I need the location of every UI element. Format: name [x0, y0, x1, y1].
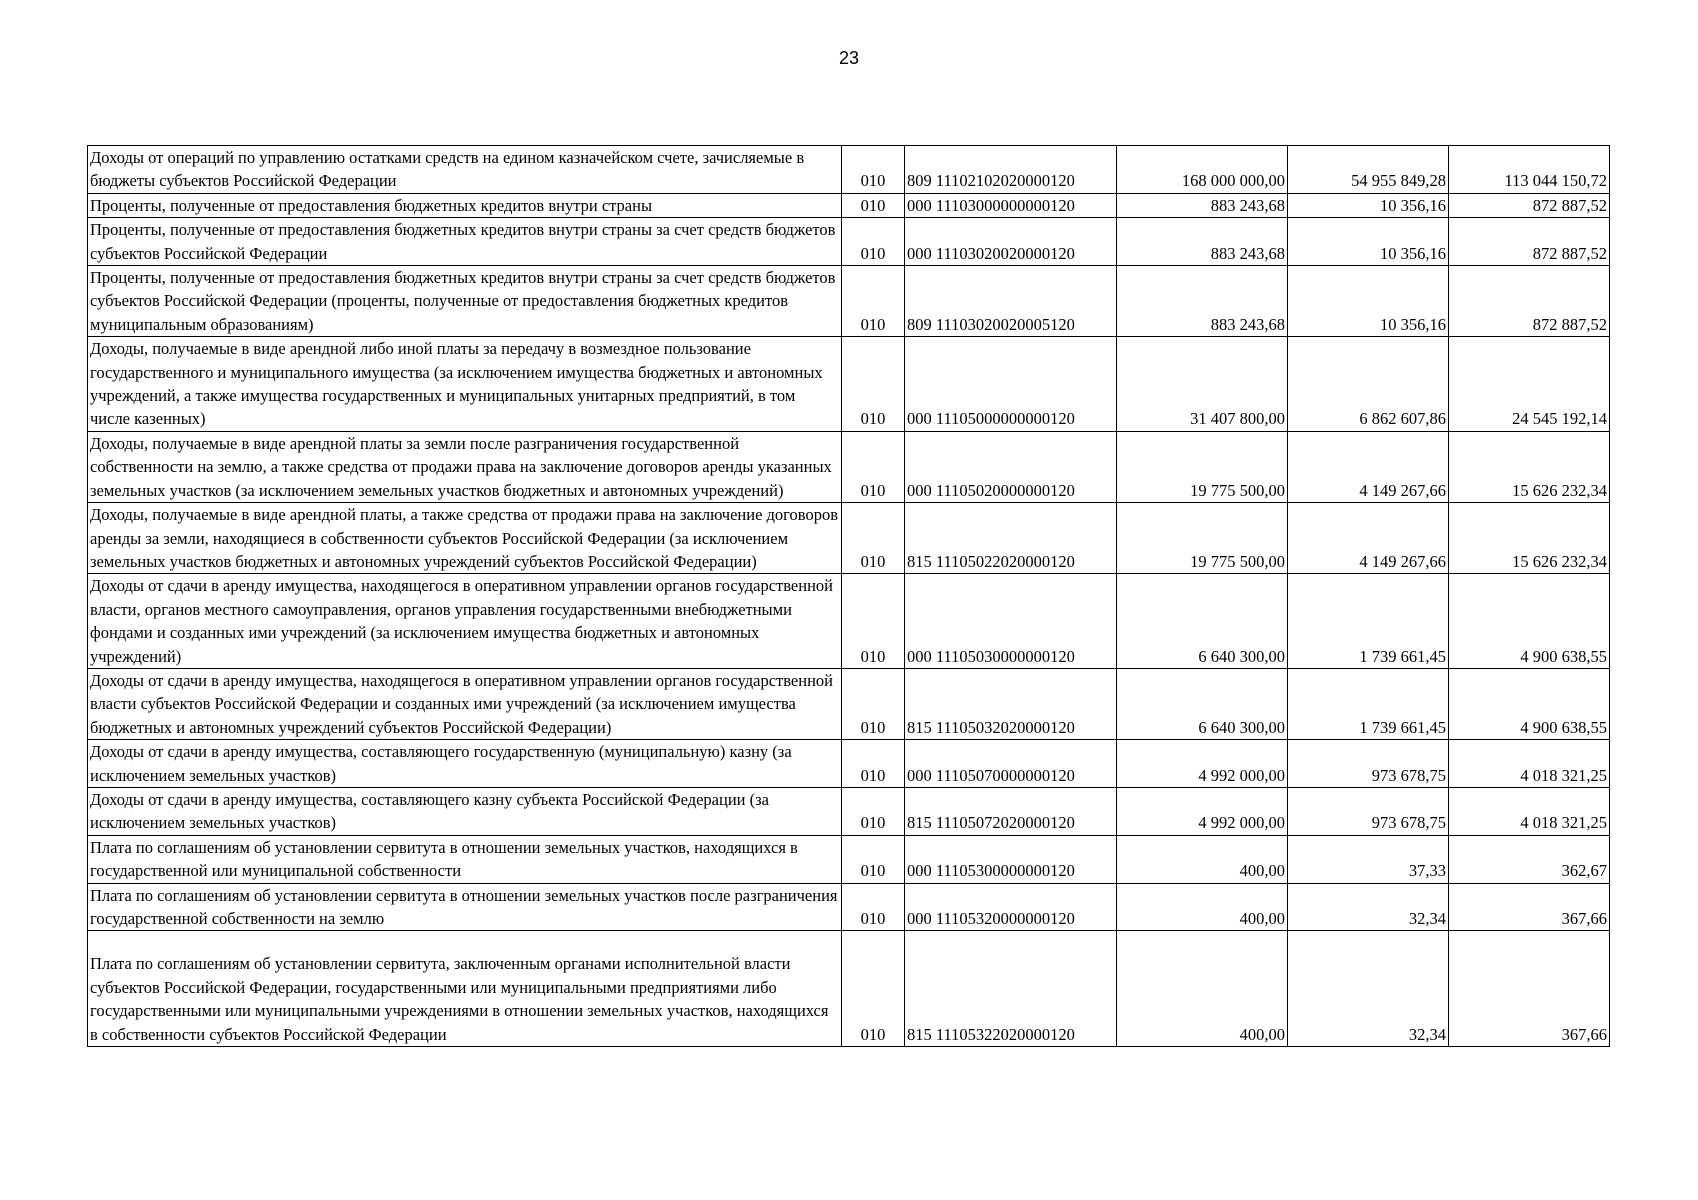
- revenue-name: Доходы, получаемые в виде арендной платы, а также средства от продажи права на заключение договоров аренды за земли, находящиеся в собственности субъектов Российской Федерации (за исключением земельных участков бюджетных и автономных учреждений субъектов Российской Федерации): [88, 503, 842, 574]
- unexecuted-amount: 15 626 232,34: [1449, 503, 1610, 574]
- revenue-name: Доходы, получаемые в виде арендной либо иной платы за передачу в возмездное пользование государственного и муниципального имущества (за исключением имущества бюджетных и автономных учреждений, а также имущества государственных и муниципальных унитарных предприятий, в том числе казенных): [88, 337, 842, 432]
- table-row: [88, 931, 1610, 1047]
- revenue-name: Доходы от сдачи в аренду имущества, составляющего государственную (муниципальную) казну (за исключением земельных участков): [88, 740, 842, 788]
- table-row: [88, 835, 1610, 883]
- unexecuted-amount: 872 887,52: [1449, 266, 1610, 337]
- table-row: [88, 337, 1610, 432]
- table-row: [88, 787, 1610, 835]
- unexecuted-amount: 362,67: [1449, 835, 1610, 883]
- revenue-name: Плата по соглашениям об установлении сервитута, заключенным органами исполнительной власти субъектов Российской Федерации, государственными или муниципальными предприятиями либо государственными или муниципальными учреждениями в отношении земельных участков, находящихся в собственности субъектов Российской Федерации: [88, 931, 842, 1047]
- executed-amount: 973 678,75: [1288, 740, 1449, 788]
- approved-amount: 883 243,68: [1117, 266, 1288, 337]
- revenue-name: Проценты, полученные от предоставления бюджетных кредитов внутри страны за счет средств бюджетов субъектов Российской Федерации: [88, 218, 842, 266]
- table-row: [88, 146, 1610, 194]
- executed-amount: 32,34: [1288, 883, 1449, 931]
- table-row: [88, 740, 1610, 788]
- table-row: [88, 668, 1610, 739]
- revenue-name: Доходы, получаемые в виде арендной платы за земли после разграничения государственной собственности на землю, а также средства от продажи права на заключение договоров аренды указанных земельных участков (за исключением земельных участков бюджетных и автономных учреждений): [88, 431, 842, 502]
- line-code: 010: [842, 668, 905, 739]
- unexecuted-amount: 4 900 638,55: [1449, 668, 1610, 739]
- line-code: 010: [842, 503, 905, 574]
- executed-amount: 10 356,16: [1288, 266, 1449, 337]
- line-code: 010: [842, 835, 905, 883]
- unexecuted-amount: 15 626 232,34: [1449, 431, 1610, 502]
- budget-classification-code: 815 11105072020000120: [905, 787, 1117, 835]
- line-code: 010: [842, 266, 905, 337]
- table-row: [88, 431, 1610, 502]
- approved-amount: 400,00: [1117, 835, 1288, 883]
- budget-classification-code: 815 11105022020000120: [905, 503, 1117, 574]
- approved-amount: 400,00: [1117, 883, 1288, 931]
- approved-amount: 4 992 000,00: [1117, 740, 1288, 788]
- line-code: 010: [842, 337, 905, 432]
- budget-classification-code: 000 11105300000000120: [905, 835, 1117, 883]
- unexecuted-amount: 4 018 321,25: [1449, 740, 1610, 788]
- line-code: 010: [842, 218, 905, 266]
- budget-classification-code: 000 11105070000000120: [905, 740, 1117, 788]
- budget-classification-code: 815 11105322020000120: [905, 931, 1117, 1047]
- approved-amount: 4 992 000,00: [1117, 787, 1288, 835]
- unexecuted-amount: 4 018 321,25: [1449, 787, 1610, 835]
- executed-amount: 32,34: [1288, 931, 1449, 1047]
- budget-classification-code: 000 11105000000000120: [905, 337, 1117, 432]
- line-code: 010: [842, 193, 905, 217]
- executed-amount: 10 356,16: [1288, 218, 1449, 266]
- unexecuted-amount: 113 044 150,72: [1449, 146, 1610, 194]
- table-row: [88, 883, 1610, 931]
- budget-classification-code: 809 11103020020005120: [905, 266, 1117, 337]
- approved-amount: 19 775 500,00: [1117, 503, 1288, 574]
- approved-amount: 168 000 000,00: [1117, 146, 1288, 194]
- table-row: [88, 266, 1610, 337]
- unexecuted-amount: 24 545 192,14: [1449, 337, 1610, 432]
- executed-amount: 37,33: [1288, 835, 1449, 883]
- budget-revenue-table: [87, 145, 1610, 1047]
- executed-amount: 973 678,75: [1288, 787, 1449, 835]
- line-code: 010: [842, 787, 905, 835]
- approved-amount: 400,00: [1117, 931, 1288, 1047]
- unexecuted-amount: 367,66: [1449, 931, 1610, 1047]
- revenue-name: Доходы от сдачи в аренду имущества, находящегося в оперативном управлении органов государственной власти субъектов Российской Федерации и созданных ими учреждений (за исключением имущества бюджетных и автономных учреждений субъектов Российской Федерации): [88, 668, 842, 739]
- budget-classification-code: 815 11105032020000120: [905, 668, 1117, 739]
- unexecuted-amount: 367,66: [1449, 883, 1610, 931]
- line-code: 010: [842, 931, 905, 1047]
- executed-amount: 54 955 849,28: [1288, 146, 1449, 194]
- line-code: 010: [842, 883, 905, 931]
- executed-amount: 4 149 267,66: [1288, 431, 1449, 502]
- revenue-name: Плата по соглашениям об установлении сервитута в отношении земельных участков, находящихся в государственной или муниципальной собственности: [88, 835, 842, 883]
- unexecuted-amount: 872 887,52: [1449, 218, 1610, 266]
- unexecuted-amount: 872 887,52: [1449, 193, 1610, 217]
- budget-classification-code: 809 11102102020000120: [905, 146, 1117, 194]
- budget-classification-code: 000 11105030000000120: [905, 574, 1117, 669]
- revenue-name: Доходы от операций по управлению остатками средств на едином казначейском счете, зачисляемые в бюджеты субъектов Российской Федерации: [88, 146, 842, 194]
- table-body: [88, 146, 1610, 1047]
- revenue-name: Доходы от сдачи в аренду имущества, находящегося в оперативном управлении органов государственной власти, органов местного самоуправления, органов управления государственными внебюджетными фондами и созданных ими учреждений (за исключением имущества бюджетных и автономных учреждений): [88, 574, 842, 669]
- line-code: 010: [842, 574, 905, 669]
- line-code: 010: [842, 431, 905, 502]
- revenue-name: Плата по соглашениям об установлении сервитута в отношении земельных участков после разграничения государственной собственности на землю: [88, 883, 842, 931]
- revenue-name: Доходы от сдачи в аренду имущества, составляющего казну субъекта Российской Федерации (за исключением земельных участков): [88, 787, 842, 835]
- approved-amount: 31 407 800,00: [1117, 337, 1288, 432]
- budget-classification-code: 000 11103020020000120: [905, 218, 1117, 266]
- approved-amount: 883 243,68: [1117, 193, 1288, 217]
- budget-classification-code: 000 11105020000000120: [905, 431, 1117, 502]
- page-number: 23: [838, 48, 860, 68]
- executed-amount: 4 149 267,66: [1288, 503, 1449, 574]
- executed-amount: 6 862 607,86: [1288, 337, 1449, 432]
- revenue-name: Проценты, полученные от предоставления бюджетных кредитов внутри страны за счет средств бюджетов субъектов Российской Федерации (проценты, полученные от предоставления бюджетных кредитов муниципальным образованиям): [88, 266, 842, 337]
- table-row: [88, 193, 1610, 217]
- table-row: [88, 503, 1610, 574]
- approved-amount: 6 640 300,00: [1117, 574, 1288, 669]
- approved-amount: 6 640 300,00: [1117, 668, 1288, 739]
- line-code: 010: [842, 740, 905, 788]
- unexecuted-amount: 4 900 638,55: [1449, 574, 1610, 669]
- executed-amount: 1 739 661,45: [1288, 668, 1449, 739]
- budget-classification-code: 000 11105320000000120: [905, 883, 1117, 931]
- line-code: 010: [842, 146, 905, 194]
- revenue-name: Проценты, полученные от предоставления бюджетных кредитов внутри страны: [88, 193, 842, 217]
- approved-amount: 19 775 500,00: [1117, 431, 1288, 502]
- executed-amount: 1 739 661,45: [1288, 574, 1449, 669]
- table-row: [88, 218, 1610, 266]
- table-row: [88, 574, 1610, 669]
- budget-classification-code: 000 11103000000000120: [905, 193, 1117, 217]
- executed-amount: 10 356,16: [1288, 193, 1449, 217]
- approved-amount: 883 243,68: [1117, 218, 1288, 266]
